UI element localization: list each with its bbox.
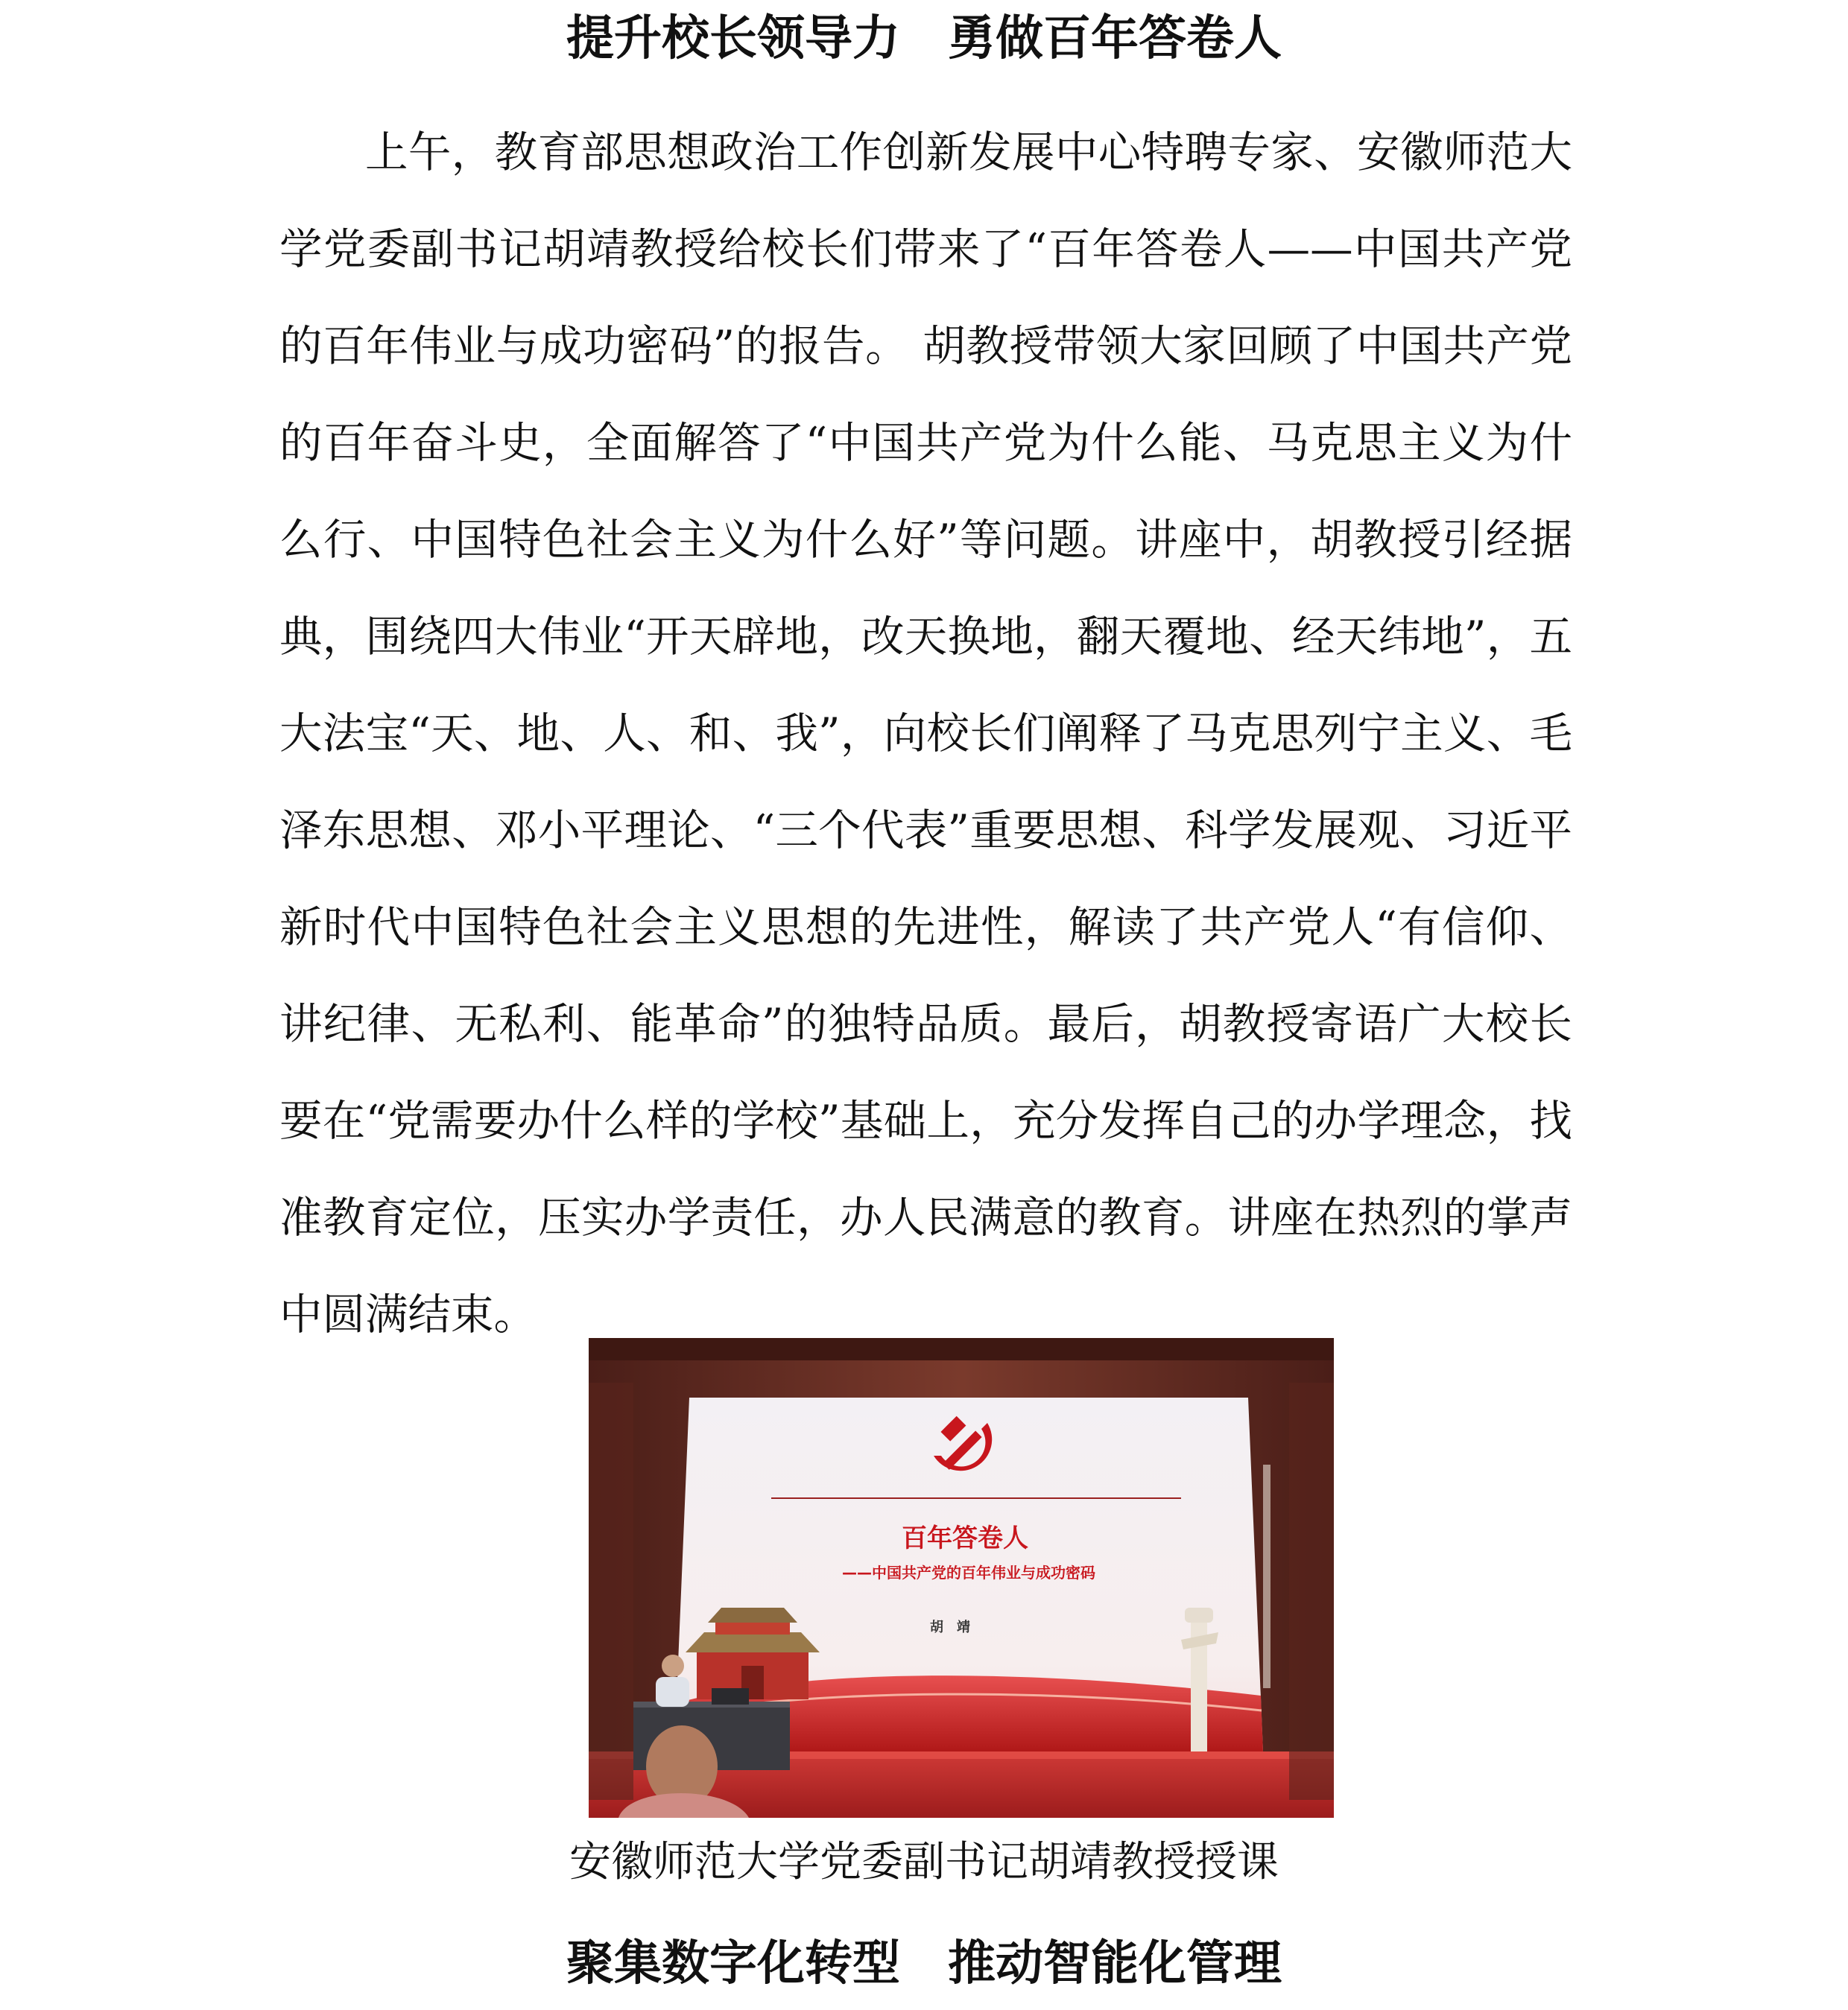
slide-title: 百年答卷人 bbox=[902, 1524, 1028, 1553]
section-heading: 提升校长领导力 勇做百年答卷人 bbox=[566, 11, 1282, 66]
slide-speaker: 胡 靖 bbox=[930, 1620, 970, 1635]
photo-caption: 安徽师范大学党委副书记胡靖教授授课 bbox=[569, 1838, 1279, 1886]
article-paragraph: 上午，教育部思想政治工作创新发展中心特聘专家、安徽师范大学党委副书记胡靖教授给校长们带来了“百年答卷人——中国共产党的百年伟业与成功密码”的报告。 胡教授带领大家回顾了中国共产党的百年奋斗史，全面解答了“中国共产党为什么能、马克思主义为什么行、中国特色社会主义为什么好”等问题。讲座中，胡教授引经据典，围绕四大伟业“开天辟地，改天换地，翻天覆地、经天纬地”，五大法宝“天、地、人、和、我”，向校长们阐释了马克思列宁主义、毛泽东思想、邓小平理论、“三个代表”重要思想、科学发展观、习近平新时代中国特色社会主义思想的先进性，解读了共产党人“有信仰、讲纪律、无私利、能革命”的独特品质。最后，胡教授寄语广大校长要在“党需要办什么样的学校”基础上，充分发挥自己的办学理念，找准教育定位，压实办学责任，办人民满意的教育。讲座在热烈的掌声中圆满结束。 bbox=[279, 127, 1572, 1340]
slide-subtitle: ——中国共产党的百年伟业与成功密码 bbox=[842, 1564, 1095, 1582]
article-body bbox=[279, 104, 1572, 1363]
lecture-photo bbox=[589, 1338, 1334, 1818]
section-heading: 聚集数字化转型 推动智能化管理 bbox=[566, 1936, 1282, 1991]
